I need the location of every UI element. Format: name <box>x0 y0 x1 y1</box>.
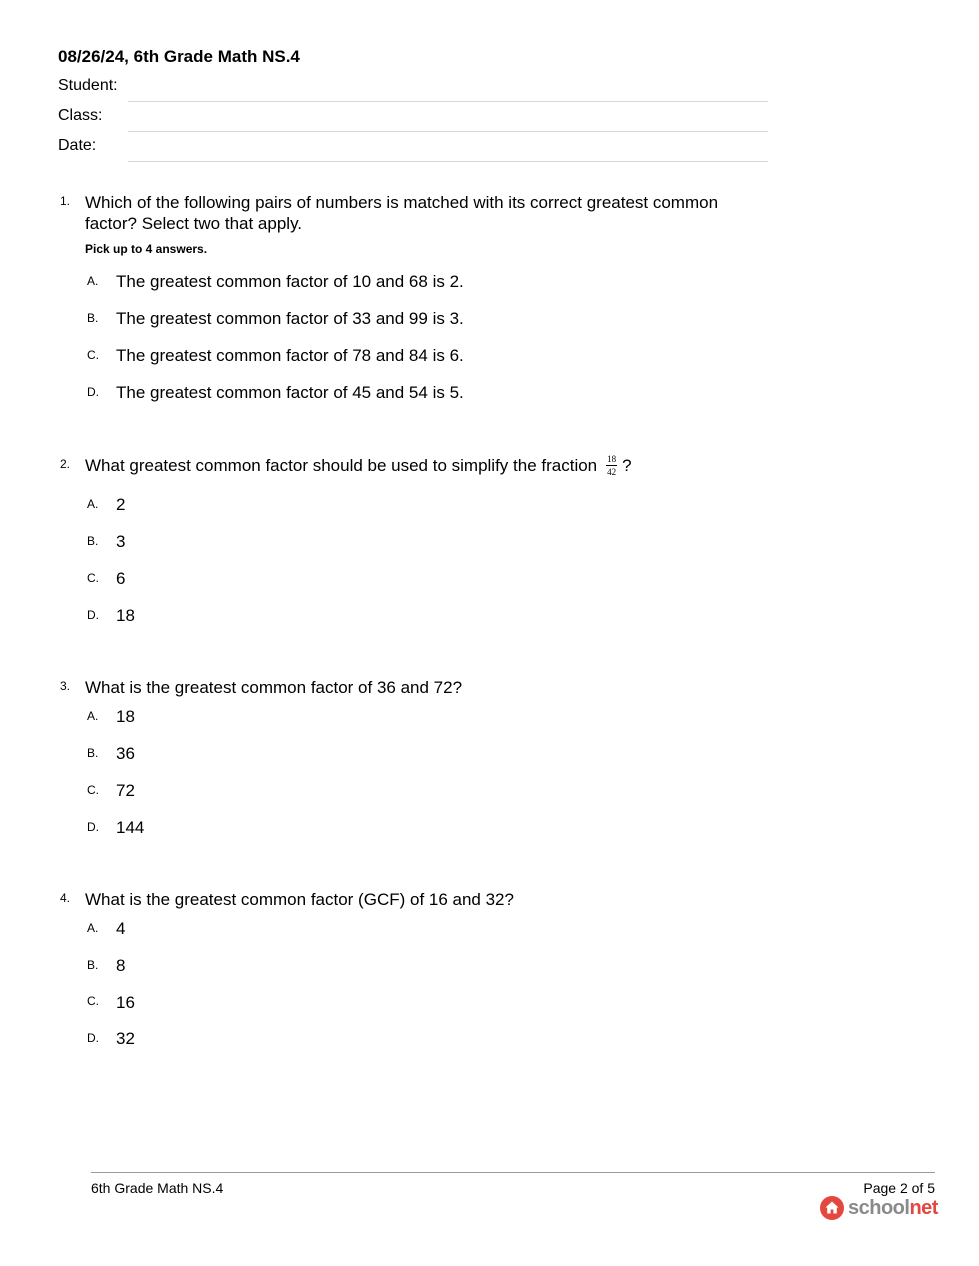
question-text-main: What greatest common factor should be used to simplify the fraction <box>85 456 598 475</box>
question-text-end: ? <box>622 456 632 475</box>
option-letter[interactable]: C. <box>87 571 99 585</box>
option-text[interactable]: The greatest common factor of 78 and 84 is 6. <box>116 346 464 365</box>
option-text[interactable]: 2 <box>116 495 126 514</box>
class-field-line[interactable] <box>128 131 768 132</box>
fraction <box>606 454 617 477</box>
student-label: Student: <box>58 77 118 94</box>
option-text[interactable]: 18 <box>116 606 135 625</box>
date-label: Date: <box>58 137 97 154</box>
option-text[interactable]: 6 <box>116 569 126 588</box>
logo-text <box>848 1197 938 1220</box>
student-field-line[interactable] <box>128 101 768 102</box>
logo-text-school: school <box>848 1196 910 1219</box>
option-letter[interactable]: B. <box>87 534 99 548</box>
option-text[interactable]: 16 <box>116 993 135 1012</box>
question-number: 1. <box>60 194 71 208</box>
question-number: 3. <box>60 679 71 693</box>
question-number: 2. <box>60 457 71 471</box>
question-text: Which of the following pairs of numbers is matched with its correct greatest common factor? Select two that apply. <box>85 193 719 233</box>
footer-divider <box>91 1172 935 1173</box>
page-number: Page 2 of 5 <box>863 1180 935 1196</box>
option-text[interactable]: The greatest common factor of 10 and 68 is 2. <box>116 272 464 291</box>
option-text[interactable]: The greatest common factor of 45 and 54 is 5. <box>116 383 464 402</box>
option-letter[interactable]: B. <box>87 746 99 760</box>
option-letter[interactable]: D. <box>87 608 99 622</box>
option-text[interactable]: 36 <box>116 744 135 763</box>
question-text: What is the greatest common factor (GCF) of 16 and 32? <box>85 890 514 909</box>
date-field-line[interactable] <box>128 161 768 162</box>
class-label: Class: <box>58 107 103 124</box>
option-text[interactable]: 8 <box>116 956 126 975</box>
option-letter[interactable]: B. <box>87 958 99 972</box>
fraction-numerator: 18 <box>607 454 617 465</box>
option-letter[interactable]: D. <box>87 820 99 834</box>
schoolnet-logo <box>820 1195 938 1221</box>
house-icon <box>820 1196 844 1220</box>
question-number: 4. <box>60 891 71 905</box>
option-text[interactable]: 3 <box>116 532 126 551</box>
option-letter[interactable]: A. <box>87 274 99 288</box>
option-text[interactable]: 18 <box>116 707 135 726</box>
option-text[interactable]: The greatest common factor of 33 and 99 is 3. <box>116 309 464 328</box>
footer-title: 6th Grade Math NS.4 <box>91 1180 224 1196</box>
option-letter[interactable]: C. <box>87 783 99 797</box>
option-letter[interactable]: A. <box>87 497 99 511</box>
option-text[interactable]: 72 <box>116 781 135 800</box>
page-title: 08/26/24, 6th Grade Math NS.4 <box>58 47 300 66</box>
option-letter[interactable]: C. <box>87 348 99 362</box>
logo-text-net: net <box>909 1196 938 1219</box>
question-text <box>85 455 765 478</box>
option-letter[interactable]: D. <box>87 385 99 399</box>
option-letter[interactable]: D. <box>87 1031 99 1045</box>
fraction-denominator: 42 <box>607 467 617 478</box>
option-text[interactable]: 32 <box>116 1029 135 1048</box>
option-letter[interactable]: C. <box>87 994 99 1008</box>
question-text: What is the greatest common factor of 36 and 72? <box>85 678 463 697</box>
option-letter[interactable]: A. <box>87 709 99 723</box>
option-letter[interactable]: B. <box>87 311 99 325</box>
option-letter[interactable]: A. <box>87 921 99 935</box>
option-text[interactable]: 144 <box>116 818 145 837</box>
question-note: Pick up to 4 answers. <box>85 242 208 256</box>
option-text[interactable]: 4 <box>116 919 126 938</box>
